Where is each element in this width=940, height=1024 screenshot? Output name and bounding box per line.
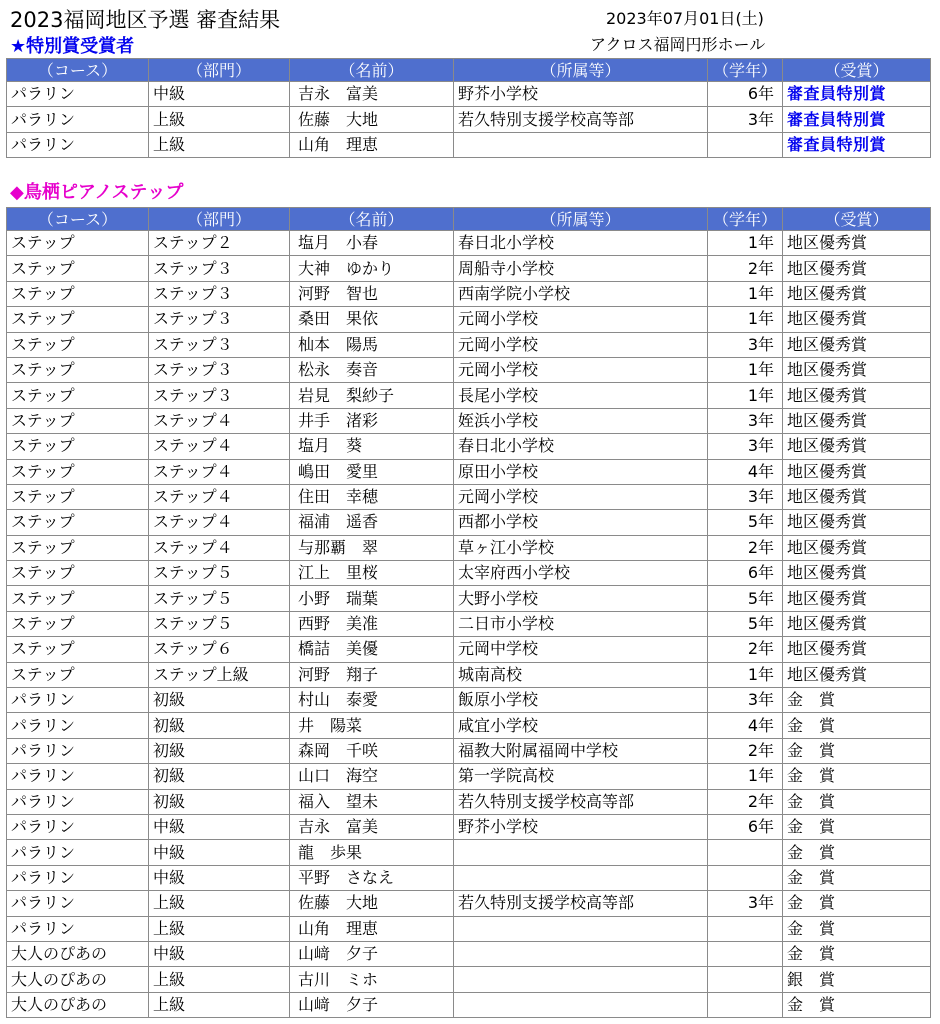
award-cell: 地区優秀賞 xyxy=(783,586,931,611)
affiliation-cell: 草ヶ江小学校 xyxy=(454,535,708,560)
piano-step-table xyxy=(6,207,931,1018)
table-row xyxy=(7,814,931,839)
department-cell: ステップ４ xyxy=(149,408,290,433)
award-cell: 地区優秀賞 xyxy=(783,611,931,636)
name-cell: 松永 奏音 xyxy=(290,357,454,382)
name-cell: 岩見 梨紗子 xyxy=(290,383,454,408)
grade-cell: 3年 xyxy=(708,332,783,357)
affiliation-cell xyxy=(454,132,708,157)
table-row xyxy=(7,332,931,357)
table-row xyxy=(7,738,931,763)
special-award-section-title: ★特別賞受賞者 xyxy=(10,36,135,57)
department-cell: ステップ３ xyxy=(149,307,290,332)
grade-cell: 4年 xyxy=(708,713,783,738)
award-cell: 金 賞 xyxy=(783,840,931,865)
department-cell: 初級 xyxy=(149,789,290,814)
award-cell: 金 賞 xyxy=(783,941,931,966)
table-row xyxy=(7,231,931,256)
affiliation-cell xyxy=(454,840,708,865)
award-cell: 地区優秀賞 xyxy=(783,307,931,332)
course-cell: 大人のぴあの xyxy=(7,941,149,966)
table-row xyxy=(7,992,931,1017)
department-cell: ステップ３ xyxy=(149,256,290,281)
department-cell: 上級 xyxy=(149,107,290,132)
grade-cell: 2年 xyxy=(708,789,783,814)
department-cell: 中級 xyxy=(149,814,290,839)
department-cell: 初級 xyxy=(149,738,290,763)
grade-cell: 2年 xyxy=(708,738,783,763)
award-cell: 金 賞 xyxy=(783,916,931,941)
department-cell: ステップ５ xyxy=(149,586,290,611)
name-cell: 吉永 富美 xyxy=(290,814,454,839)
department-cell: ステップ４ xyxy=(149,510,290,535)
affiliation-cell: 西南学院小学校 xyxy=(454,281,708,306)
table-row xyxy=(7,281,931,306)
affiliation-cell xyxy=(454,992,708,1017)
award-cell: 地区優秀賞 xyxy=(783,484,931,509)
affiliation-cell: 元岡小学校 xyxy=(454,357,708,382)
name-cell: 平野 さなえ xyxy=(290,865,454,890)
column-header-course: （コース） xyxy=(7,59,149,82)
grade-cell: 1年 xyxy=(708,383,783,408)
grade-cell xyxy=(708,967,783,992)
affiliation-cell xyxy=(454,941,708,966)
department-cell: ステップ４ xyxy=(149,484,290,509)
table-row xyxy=(7,967,931,992)
course-cell: 大人のぴあの xyxy=(7,992,149,1017)
affiliation-cell: 春日北小学校 xyxy=(454,434,708,459)
affiliation-cell: 二日市小学校 xyxy=(454,611,708,636)
affiliation-cell: 西都小学校 xyxy=(454,510,708,535)
table-row xyxy=(7,916,931,941)
grade-cell: 1年 xyxy=(708,281,783,306)
grade-cell xyxy=(708,840,783,865)
award-cell: 地区優秀賞 xyxy=(783,662,931,687)
affiliation-cell xyxy=(454,967,708,992)
table-row xyxy=(7,107,931,132)
course-cell: パラリン xyxy=(7,764,149,789)
department-cell: 中級 xyxy=(149,840,290,865)
table-row xyxy=(7,357,931,382)
table-row xyxy=(7,611,931,636)
course-cell: 大人のぴあの xyxy=(7,967,149,992)
affiliation-cell: 元岡小学校 xyxy=(454,307,708,332)
department-cell: ステップ３ xyxy=(149,357,290,382)
name-cell: 福浦 遥香 xyxy=(290,510,454,535)
award-cell: 金 賞 xyxy=(783,764,931,789)
column-header-grade: （学年） xyxy=(708,208,783,231)
table-row xyxy=(7,662,931,687)
name-cell: 杣本 陽馬 xyxy=(290,332,454,357)
table-row xyxy=(7,891,931,916)
affiliation-cell: 春日北小学校 xyxy=(454,231,708,256)
department-cell: ステップ４ xyxy=(149,434,290,459)
department-cell: 中級 xyxy=(149,865,290,890)
affiliation-cell: 周船寺小学校 xyxy=(454,256,708,281)
special-award-rows xyxy=(7,82,931,158)
department-cell: ステップ２ xyxy=(149,231,290,256)
affiliation-cell: 飯原小学校 xyxy=(454,688,708,713)
name-cell: 佐藤 大地 xyxy=(290,891,454,916)
table-row xyxy=(7,713,931,738)
table-row xyxy=(7,586,931,611)
department-cell: 中級 xyxy=(149,82,290,107)
affiliation-cell: 元岡中学校 xyxy=(454,637,708,662)
affiliation-cell: 太宰府西小学校 xyxy=(454,561,708,586)
name-cell: 吉永 富美 xyxy=(290,82,454,107)
grade-cell: 3年 xyxy=(708,891,783,916)
course-cell: パラリン xyxy=(7,891,149,916)
affiliation-cell: 野芥小学校 xyxy=(454,814,708,839)
name-cell: 河野 翔子 xyxy=(290,662,454,687)
grade-cell: 1年 xyxy=(708,307,783,332)
award-cell: 金 賞 xyxy=(783,814,931,839)
table-row xyxy=(7,383,931,408)
award-cell: 金 賞 xyxy=(783,738,931,763)
column-header-department: （部門） xyxy=(149,59,290,82)
grade-cell: 6年 xyxy=(708,814,783,839)
grade-cell xyxy=(708,916,783,941)
name-cell: 与那覇 翠 xyxy=(290,535,454,560)
table-row xyxy=(7,688,931,713)
column-header-affiliation: （所属等） xyxy=(454,208,708,231)
affiliation-cell xyxy=(454,916,708,941)
award-cell: 地区優秀賞 xyxy=(783,510,931,535)
name-cell: 井手 渚彩 xyxy=(290,408,454,433)
column-header-name: （名前） xyxy=(290,208,454,231)
grade-cell: 1年 xyxy=(708,231,783,256)
course-cell: ステップ xyxy=(7,637,149,662)
department-cell: ステップ上級 xyxy=(149,662,290,687)
name-cell: 森岡 千咲 xyxy=(290,738,454,763)
name-cell: 西野 美准 xyxy=(290,611,454,636)
award-cell: 地区優秀賞 xyxy=(783,231,931,256)
table-row xyxy=(7,256,931,281)
name-cell: 山﨑 夕子 xyxy=(290,992,454,1017)
name-cell: 井 陽菜 xyxy=(290,713,454,738)
affiliation-cell: 長尾小学校 xyxy=(454,383,708,408)
course-cell: ステップ xyxy=(7,535,149,560)
affiliation-cell: 原田小学校 xyxy=(454,459,708,484)
grade-cell xyxy=(708,132,783,157)
affiliation-cell: 元岡小学校 xyxy=(454,484,708,509)
table-header-row xyxy=(7,59,931,82)
name-cell: 村山 泰愛 xyxy=(290,688,454,713)
award-cell: 地区優秀賞 xyxy=(783,357,931,382)
affiliation-cell: 咸宜小学校 xyxy=(454,713,708,738)
piano-step-section-title: ◆鳥栖ピアノステップ xyxy=(10,182,184,203)
grade-cell: 5年 xyxy=(708,510,783,535)
name-cell: 塩月 葵 xyxy=(290,434,454,459)
table-row xyxy=(7,434,931,459)
award-cell: 地区優秀賞 xyxy=(783,332,931,357)
course-cell: パラリン xyxy=(7,840,149,865)
grade-cell: 6年 xyxy=(708,561,783,586)
course-cell: ステップ xyxy=(7,231,149,256)
name-cell: 桑田 果依 xyxy=(290,307,454,332)
special-award-table xyxy=(6,58,931,158)
award-cell: 地区優秀賞 xyxy=(783,637,931,662)
course-cell: パラリン xyxy=(7,916,149,941)
department-cell: 上級 xyxy=(149,916,290,941)
course-cell: ステップ xyxy=(7,484,149,509)
table-row xyxy=(7,789,931,814)
grade-cell: 3年 xyxy=(708,408,783,433)
course-cell: ステップ xyxy=(7,408,149,433)
grade-cell: 2年 xyxy=(708,637,783,662)
table-row xyxy=(7,941,931,966)
table-row xyxy=(7,82,931,107)
award-cell: 地区優秀賞 xyxy=(783,256,931,281)
award-cell: 地区優秀賞 xyxy=(783,383,931,408)
course-cell: パラリン xyxy=(7,107,149,132)
award-cell: 地区優秀賞 xyxy=(783,459,931,484)
grade-cell: 3年 xyxy=(708,484,783,509)
course-cell: ステップ xyxy=(7,434,149,459)
course-cell: ステップ xyxy=(7,281,149,306)
affiliation-cell: 野芥小学校 xyxy=(454,82,708,107)
course-cell: ステップ xyxy=(7,611,149,636)
department-cell: ステップ３ xyxy=(149,281,290,306)
name-cell: 小野 瑞葉 xyxy=(290,586,454,611)
award-cell: 地区優秀賞 xyxy=(783,561,931,586)
course-cell: ステップ xyxy=(7,510,149,535)
course-cell: パラリン xyxy=(7,789,149,814)
table-row xyxy=(7,865,931,890)
table-row xyxy=(7,510,931,535)
name-cell: 山角 理恵 xyxy=(290,916,454,941)
course-cell: ステップ xyxy=(7,459,149,484)
table-row xyxy=(7,535,931,560)
event-venue: アクロス福岡円形ホール xyxy=(590,35,766,54)
column-header-course: （コース） xyxy=(7,208,149,231)
award-cell: 地区優秀賞 xyxy=(783,281,931,306)
grade-cell: 3年 xyxy=(708,107,783,132)
name-cell: 福入 望未 xyxy=(290,789,454,814)
department-cell: 上級 xyxy=(149,992,290,1017)
grade-cell: 5年 xyxy=(708,611,783,636)
piano-step-rows xyxy=(7,231,931,1018)
affiliation-cell: 大野小学校 xyxy=(454,586,708,611)
department-cell: 上級 xyxy=(149,891,290,916)
table-row xyxy=(7,408,931,433)
department-cell: ステップ４ xyxy=(149,459,290,484)
course-cell: パラリン xyxy=(7,814,149,839)
affiliation-cell xyxy=(454,865,708,890)
course-cell: パラリン xyxy=(7,688,149,713)
table-row xyxy=(7,840,931,865)
grade-cell: 3年 xyxy=(708,434,783,459)
course-cell: ステップ xyxy=(7,256,149,281)
grade-cell xyxy=(708,992,783,1017)
course-cell: ステップ xyxy=(7,662,149,687)
award-cell: 金 賞 xyxy=(783,713,931,738)
award-cell: 地区優秀賞 xyxy=(783,408,931,433)
course-cell: ステップ xyxy=(7,307,149,332)
column-header-department: （部門） xyxy=(149,208,290,231)
grade-cell: 5年 xyxy=(708,586,783,611)
department-cell: ステップ６ xyxy=(149,637,290,662)
course-cell: ステップ xyxy=(7,586,149,611)
grade-cell xyxy=(708,865,783,890)
name-cell: 龍 歩果 xyxy=(290,840,454,865)
award-cell: 審査員特別賞 xyxy=(783,132,931,157)
page-title: 2023福岡地区予選 審査結果 xyxy=(10,8,281,32)
course-cell: パラリン xyxy=(7,713,149,738)
column-header-affiliation: （所属等） xyxy=(454,59,708,82)
affiliation-cell: 若久特別支援学校高等部 xyxy=(454,107,708,132)
department-cell: 初級 xyxy=(149,713,290,738)
event-date: 2023年07月01日(土) xyxy=(606,9,764,28)
grade-cell: 1年 xyxy=(708,764,783,789)
award-cell: 金 賞 xyxy=(783,865,931,890)
department-cell: ステップ３ xyxy=(149,383,290,408)
grade-cell: 6年 xyxy=(708,82,783,107)
table-row xyxy=(7,307,931,332)
award-cell: 地区優秀賞 xyxy=(783,434,931,459)
name-cell: 塩月 小春 xyxy=(290,231,454,256)
course-cell: パラリン xyxy=(7,82,149,107)
grade-cell: 2年 xyxy=(708,535,783,560)
award-cell: 審査員特別賞 xyxy=(783,82,931,107)
table-row xyxy=(7,764,931,789)
affiliation-cell: 若久特別支援学校高等部 xyxy=(454,891,708,916)
department-cell: 上級 xyxy=(149,132,290,157)
grade-cell: 2年 xyxy=(708,256,783,281)
course-cell: ステップ xyxy=(7,383,149,408)
table-row xyxy=(7,561,931,586)
grade-cell: 1年 xyxy=(708,662,783,687)
table-row xyxy=(7,459,931,484)
award-cell: 金 賞 xyxy=(783,688,931,713)
affiliation-cell: 城南高校 xyxy=(454,662,708,687)
course-cell: パラリン xyxy=(7,132,149,157)
department-cell: 初級 xyxy=(149,764,290,789)
department-cell: ステップ５ xyxy=(149,611,290,636)
name-cell: 山角 理恵 xyxy=(290,132,454,157)
award-cell: 金 賞 xyxy=(783,992,931,1017)
table-row xyxy=(7,484,931,509)
department-cell: ステップ３ xyxy=(149,332,290,357)
grade-cell: 4年 xyxy=(708,459,783,484)
column-header-award: （受賞） xyxy=(783,208,931,231)
affiliation-cell: 若久特別支援学校高等部 xyxy=(454,789,708,814)
grade-cell: 1年 xyxy=(708,357,783,382)
affiliation-cell: 福教大附属福岡中学校 xyxy=(454,738,708,763)
award-cell: 銀 賞 xyxy=(783,967,931,992)
grade-cell: 3年 xyxy=(708,688,783,713)
course-cell: パラリン xyxy=(7,865,149,890)
name-cell: 住田 幸穂 xyxy=(290,484,454,509)
course-cell: ステップ xyxy=(7,332,149,357)
course-cell: パラリン xyxy=(7,738,149,763)
name-cell: 古川 ミホ xyxy=(290,967,454,992)
award-cell: 地区優秀賞 xyxy=(783,535,931,560)
course-cell: ステップ xyxy=(7,357,149,382)
department-cell: 中級 xyxy=(149,941,290,966)
table-header-row xyxy=(7,208,931,231)
award-cell: 審査員特別賞 xyxy=(783,107,931,132)
department-cell: 初級 xyxy=(149,688,290,713)
name-cell: 山口 海空 xyxy=(290,764,454,789)
course-cell: ステップ xyxy=(7,561,149,586)
affiliation-cell: 元岡小学校 xyxy=(454,332,708,357)
column-header-grade: （学年） xyxy=(708,59,783,82)
award-cell: 金 賞 xyxy=(783,891,931,916)
department-cell: 上級 xyxy=(149,967,290,992)
award-cell: 金 賞 xyxy=(783,789,931,814)
name-cell: 橋詰 美優 xyxy=(290,637,454,662)
table-row xyxy=(7,132,931,157)
column-header-name: （名前） xyxy=(290,59,454,82)
name-cell: 佐藤 大地 xyxy=(290,107,454,132)
name-cell: 江上 里桜 xyxy=(290,561,454,586)
table-row xyxy=(7,637,931,662)
name-cell: 嶋田 愛里 xyxy=(290,459,454,484)
name-cell: 河野 智也 xyxy=(290,281,454,306)
affiliation-cell: 第一学院高校 xyxy=(454,764,708,789)
column-header-award: （受賞） xyxy=(783,59,931,82)
name-cell: 山﨑 夕子 xyxy=(290,941,454,966)
grade-cell xyxy=(708,941,783,966)
name-cell: 大神 ゆかり xyxy=(290,256,454,281)
department-cell: ステップ４ xyxy=(149,535,290,560)
department-cell: ステップ５ xyxy=(149,561,290,586)
affiliation-cell: 姪浜小学校 xyxy=(454,408,708,433)
